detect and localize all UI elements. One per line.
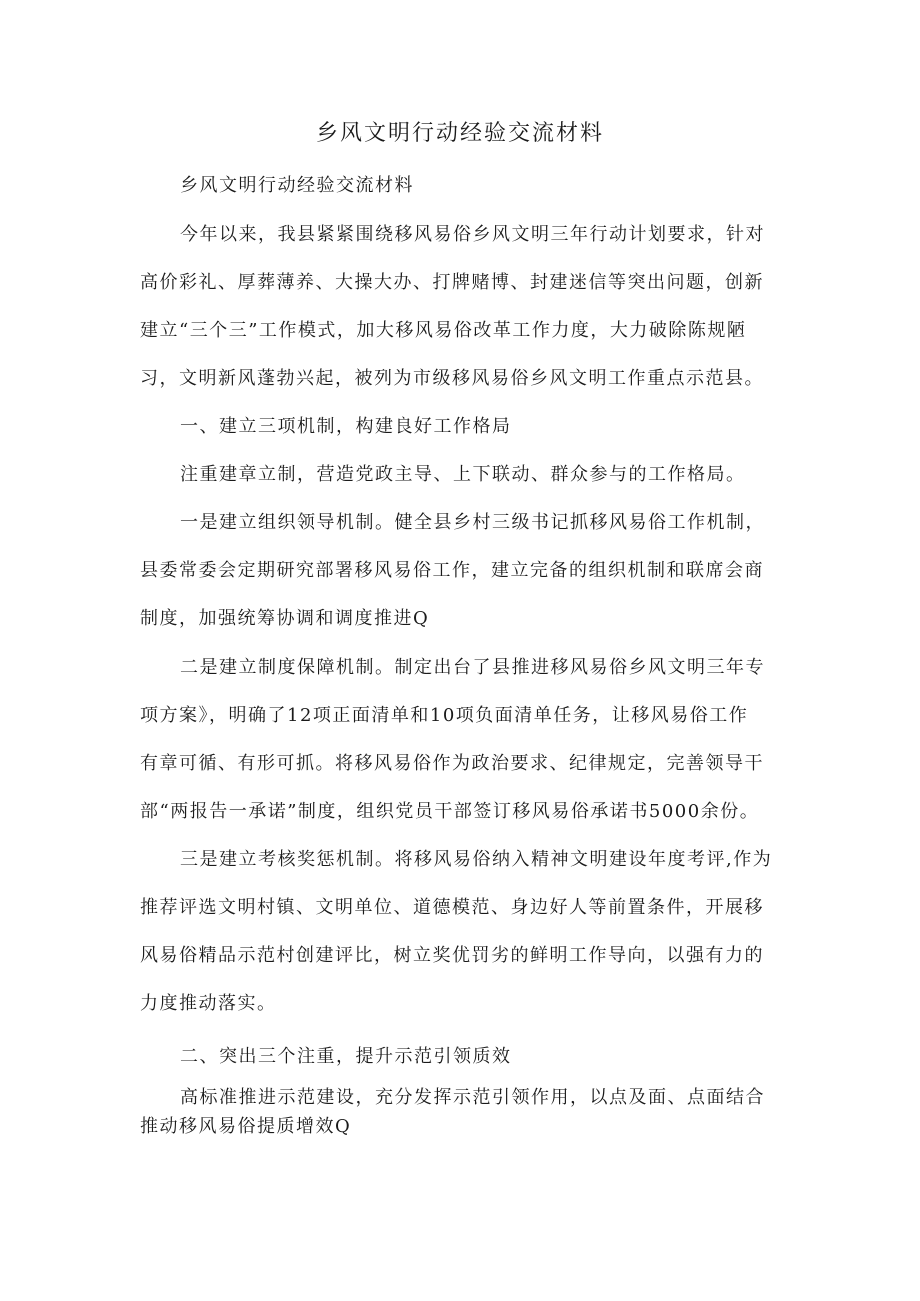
document-title: 乡风文明行动经验交流材料 <box>315 121 604 146</box>
intro-line-4: 习，文明新风蓬勃兴起，被列为市级移风易俗乡风文明工作重点示范县。 <box>140 368 764 389</box>
item-3-line-4: 力度推动落实。 <box>140 993 277 1014</box>
section-2-intro-line-2: 推动移风易俗提质增效Q <box>140 1116 352 1137</box>
item-2-line-4: 部“两报告一承诺”制度，组织党员干部签订移风易俗承诺书5000余份。 <box>140 801 760 822</box>
section-1-intro: 注重建章立制，营造党政主导、上下联动、群众参与的工作格局。 <box>180 464 746 485</box>
item-3-line-3: 风易俗精品示范村创建评比，树立奖优罚劣的鲜明工作导向，以强有力的 <box>140 945 764 966</box>
item-2-line-2: 项方案》，明确了12项正面清单和10项负面清单任务，让移风易俗工作 <box>140 705 749 726</box>
intro-line-1: 今年以来，我县紧紧围绕移风易俗乡风文明三年行动计划要求，针对 <box>180 224 765 245</box>
item-2-line-3: 有章可循、有形可抓。将移风易俗作为政治要求、纪律规定，完善领导干 <box>140 753 764 774</box>
intro-line-3: 建立“三个三”工作模式，加大移风易俗改革工作力度，大力破除陈规陋 <box>140 320 747 341</box>
item-1-line-3: 制度，加强统筹协调和调度推进Q <box>140 608 430 629</box>
item-3-line-2: 推荐评选文明村镇、文明单位、道德模范、身边好人等前置条件，开展移 <box>140 897 764 918</box>
section-1-heading: 一、建立三项机制，构建良好工作格局 <box>180 416 512 437</box>
intro-line-2: 高价彩礼、厚葬薄养、大操大办、打牌赌博、封建迷信等突出问题，创新 <box>140 272 764 293</box>
section-2-heading: 二、突出三个注重，提升示范引领质效 <box>180 1046 512 1067</box>
item-3-line-1: 三是建立考核奖惩机制。将移风易俗纳入精神文明建设年度考评,作为 <box>180 849 773 870</box>
item-1-line-1: 一是建立组织领导机制。健全县乡村三级书记抓移风易俗工作机制， <box>180 512 765 533</box>
item-2-line-1: 二是建立制度保障机制。制定出台了县推进移风易俗乡风文明三年专 <box>180 657 765 678</box>
document-subtitle: 乡风文明行动经验交流材料 <box>180 175 414 196</box>
item-1-line-2: 县委常委会定期研究部署移风易俗工作，建立完备的组织机制和联席会商 <box>140 560 764 581</box>
section-2-intro-line-1: 高标准推进示范建设，充分发挥示范引领作用，以点及面、点面结合 <box>180 1087 765 1108</box>
